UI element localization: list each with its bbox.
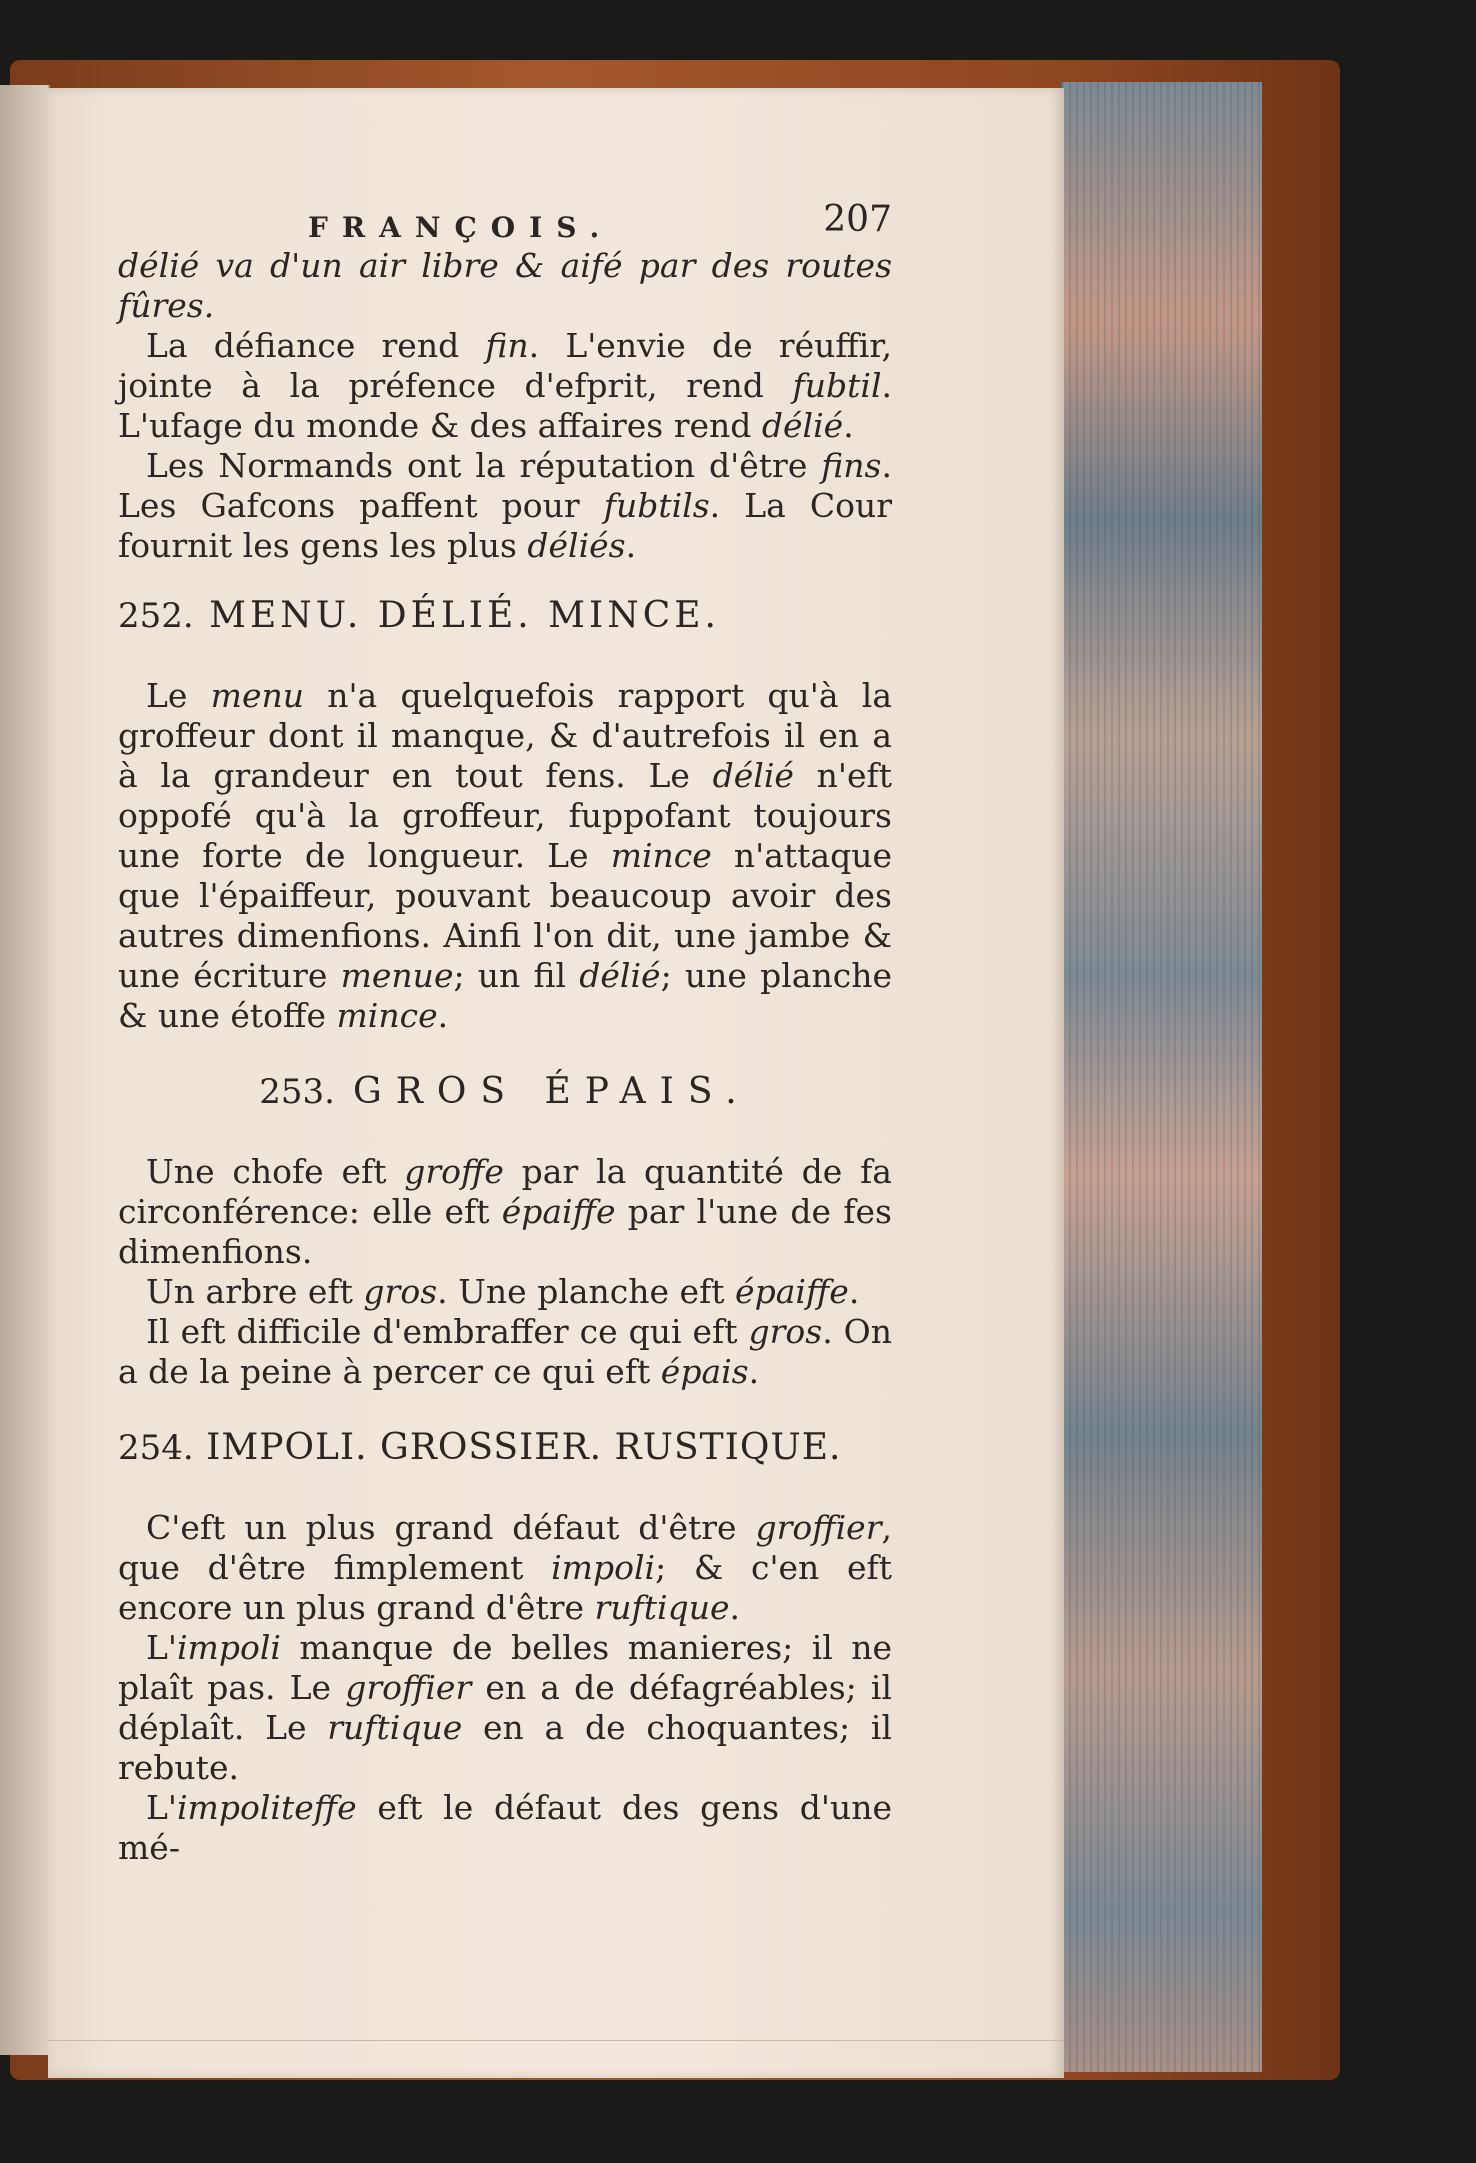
running-head [118, 200, 892, 246]
page-text [118, 200, 892, 1868]
paragraph: Un arbre eft gros. Une planche eft épaiffe. [146, 1272, 860, 1311]
paragraph: L'impoliteffe eft le défaut des gens d'une mé- [118, 1788, 892, 1867]
section-heading-254: 254. IMPOLI. GROSSIER. RUSTIQUE. [118, 1427, 842, 1468]
facing-page-edge [0, 85, 50, 2055]
paragraph: La défiance rend fin. L'envie de réuffir, jointe à la préfence d'efprit, rend fubtil. L'ufage du monde & des affaires rend délié. [118, 326, 892, 445]
page-number: 207 [823, 199, 892, 240]
running-head-title: FRANÇOIS. [308, 211, 614, 244]
paragraph: C'eft un plus grand défaut d'être groffier, que d'être fimplement impoli; & c'en eft encore un plus grand d'être ruftique. [118, 1508, 892, 1627]
paragraph: Le menu n'a quelquefois rapport qu'à la groffeur dont il manque, & d'autrefois il en a à la grandeur en tout fens. Le délié n'eft oppofé qu'à la groffeur, fuppofant toujours une forte de longueur. Le mince n'attaque que l'épaiffeur, pouvant beaucoup avoir des autres dimenfions. Ainfi l'on dit, une jambe & une écriture menue; un fil délié; une planche & une étoffe mince. [118, 676, 893, 1035]
section-heading-252: 252. MENU. DÉLIÉ. MINCE. [118, 595, 721, 636]
marbled-page-edges [1060, 82, 1262, 2072]
paragraph: Il eft difficile d'embraffer ce qui eft gros. On a de la peine à percer ce qui eft épais. [118, 1312, 892, 1391]
paragraph: L'impoli manque de belles manieres; il ne plaît pas. Le groffier en a de défagréables; il déplaît. Le ruftique en a de choquantes; il rebute. [118, 1628, 892, 1787]
paragraph: Les Normands ont la réputation d'être fins. Les Gafcons paffent pour fubtils. La Cour fournit les gens les plus déliés. [118, 446, 893, 565]
page-tear-line [48, 2040, 1064, 2047]
paragraph: Une chofe eft groffe par la quantité de fa circonférence: elle eft épaiffe par l'une de fes dimenfions. [118, 1152, 892, 1271]
section-heading-253: 253. GROS ÉPAIS. [259, 1071, 751, 1112]
paragraph: délié va d'un air libre & aifé par des routes fûres. [118, 246, 892, 325]
